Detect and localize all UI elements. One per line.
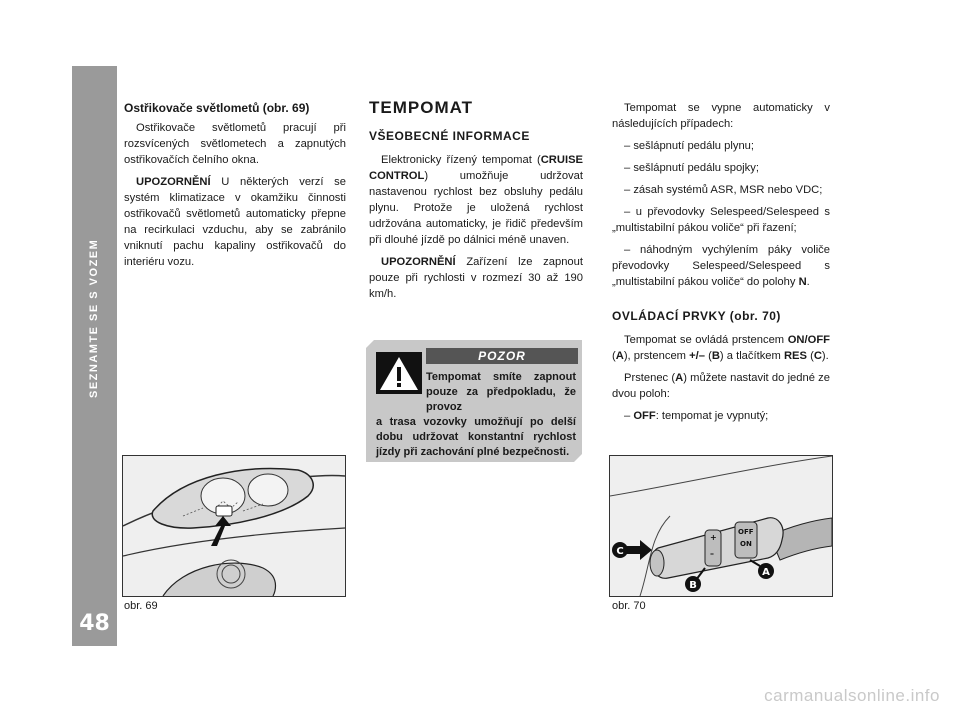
watermark: carmanualsonline.info (764, 686, 940, 705)
paragraph: Tempomat se vypne automaticky v následujících případech: (612, 102, 830, 130)
list-item: – sešlápnutí pedálu spojky; (624, 162, 759, 174)
list (612, 138, 830, 290)
svg-text:–: – (710, 549, 714, 558)
section-heading: OVLÁDACÍ PRVKY (obr. 70) (612, 309, 781, 323)
list-item: – náhodným vychýlením páky voliče převodovky Selespeed/Selespeed s „multistabilní pákou voliče“ do polohy N. (612, 244, 830, 288)
column-2 (369, 100, 583, 308)
page-title: TEMPOMAT (369, 98, 474, 117)
switch-off-label: OFF (738, 528, 754, 536)
headlamp-washer-heading: Ostřikovače světlometů (obr. 69) (124, 101, 310, 115)
sidebar (72, 66, 117, 646)
column-3 (612, 100, 830, 430)
page-number: 48 (79, 611, 110, 636)
sidebar-title: SEZNAMTE SE S VOZEM (88, 238, 100, 398)
figure-70 (609, 455, 833, 597)
paragraph: UPOZORNĚNÍ U některých verzí se systém klimatizace v okamžiku činnosti ostřikovačů světlometů automaticky přepne na recirkulaci vzduchu, aby se zabránilo vniknutí pachu kapaliny ostřikovačů do interiéru vozu. (124, 176, 346, 268)
svg-text:+: + (710, 533, 717, 542)
headlamp-illustration (123, 456, 345, 596)
list-item: – u převodovky Selespeed/Selespeed s „multistabilní pákou voliče“ při řazení; (612, 206, 830, 234)
note-label: UPOZORNĚNÍ (381, 256, 456, 268)
paragraph: – OFF: tempomat je vypnutý; (624, 410, 769, 422)
warning-box (366, 340, 582, 462)
note-label: UPOZORNĚNÍ (136, 176, 211, 188)
column-1 (124, 100, 346, 276)
figure-69 (122, 455, 346, 597)
cruise-lever-illustration (610, 456, 832, 596)
list-item: – sešlápnutí pedálu plynu; (624, 140, 754, 152)
warning-text: Tempomat smíte zapnout pouze za předpokladu, že provoz a trasa vozovky umožňují po delší dobu udržovat konstantní rychlost jízdy při zachování plné bezpečnosti. (376, 371, 576, 458)
warning-badge: POZOR (426, 348, 578, 364)
paragraph: Ostřikovače světlometů pracují při rozsvícených světlometech a zapnutých ostřikovačích čelního okna. (124, 122, 346, 166)
figure-70-caption: obr. 70 (612, 600, 646, 612)
label-a: A (762, 567, 770, 578)
switch-on-label: ON (740, 540, 752, 548)
paragraph: Tempomat se ovládá prstencem ON/OFF (A), prstencem +/– (B) a tlačítkem RES (C). (612, 334, 830, 362)
paragraph: Prstenec (A) můžete nastavit do jedné ze dvou poloh: (612, 372, 830, 400)
paragraph: Elektronicky řízený tempomat (CRUISE CONTROL) umožňuje udržovat nastavenou rychlost bez obsluhy pedálu plynu. Protože je uložená rychlost udržována automaticky, je řidič především při dlouhé jízdě po dálnici méně unaven. (369, 154, 583, 246)
label-c: C (616, 546, 624, 557)
paragraph: UPOZORNĚNÍ Zařízení lze zapnout pouze při rychlosti v rozmezí 30 až 190 km/h. (369, 256, 583, 300)
list-item: – zásah systémů ASR, MSR nebo VDC; (624, 184, 823, 196)
section-heading: VŠEOBECNÉ INFORMACE (369, 129, 530, 143)
label-b: B (689, 580, 697, 591)
figure-69-caption: obr. 69 (124, 600, 158, 612)
